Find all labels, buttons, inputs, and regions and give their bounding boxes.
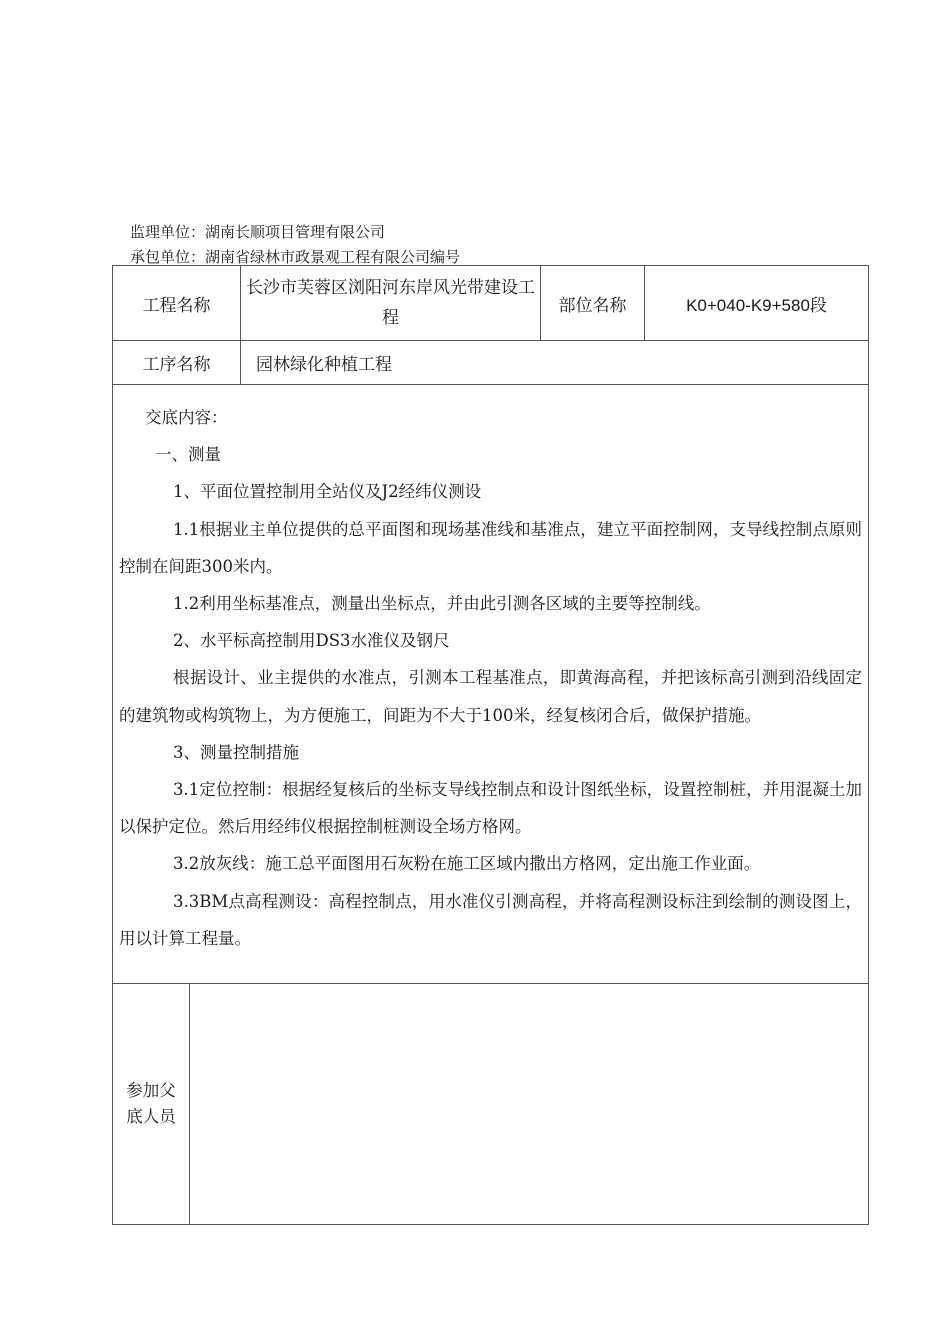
- item-heading: 2、水平标高控制用DS3水准仪及钢尺: [173, 631, 450, 651]
- table-row-process: [113, 341, 868, 385]
- section-name-label: 部位名称: [541, 266, 645, 340]
- process-name-label: 工序名称: [113, 341, 241, 384]
- paragraph: 3.1定位控制：根据经复核后的坐标支导线控制点和设计图纸坐标，设置控制桩，并用混凝土加以保护定位。然后用经纬仪根据控制桩测设全场方格网。: [119, 780, 862, 837]
- contractor-unit: 承包单位：湖南省绿林市政景观工程有限公司编号: [130, 248, 461, 266]
- table-row-content: [113, 385, 868, 984]
- table-row-attendees: [113, 984, 868, 1224]
- paragraph: 1.2利用坐标基准点，测量出坐标点，并由此引测各区域的主要等控制线。: [173, 594, 711, 614]
- attendees-field: [190, 984, 868, 1224]
- disclosure-table: [112, 265, 869, 1225]
- attendees-label: 参加父底人员: [113, 984, 190, 1224]
- content-title: 交底内容：: [145, 408, 228, 427]
- project-name-value: 长沙市芙蓉区浏阳河东岸风光带建设工程: [241, 266, 541, 340]
- paragraph: 3.3BM点高程测设：高程控制点，用水准仪引测高程，并将高程测设标注到绘制的测设图上，用以计算工程量。: [119, 891, 862, 948]
- table-row-project: [113, 266, 868, 341]
- paragraph: 3.2放灰线：施工总平面图用石灰粉在施工区域内撒出方格网，定出施工作业面。: [173, 854, 761, 874]
- section-heading: 一、测量: [155, 445, 221, 465]
- supervisor-unit: 监理单位：湖南长顺项目管理有限公司: [130, 223, 386, 241]
- paragraph: 根据设计、业主提供的水准点，引测本工程基准点，即黄海高程，并把该标高引测到沿线固定的建筑物或构筑物上，为方便施工，间距为不大于100米，经复核闭合后，做保护措施。: [119, 668, 862, 725]
- section-name-value: K0+040-K9+580段: [686, 295, 827, 315]
- project-name-label: 工程名称: [113, 266, 241, 340]
- item-heading: 3、测量控制措施: [173, 742, 299, 762]
- item-heading: 1、平面位置控制用全站仪及J2经纬仪测设: [173, 482, 482, 502]
- process-name-value: 园林绿化种植工程: [256, 355, 392, 375]
- paragraph: 1.1根据业主单位提供的总平面图和现场基准线和基准点，建立平面控制网，支导线控制点原则控制在间距300米内。: [119, 519, 862, 576]
- disclosure-content: [113, 385, 868, 957]
